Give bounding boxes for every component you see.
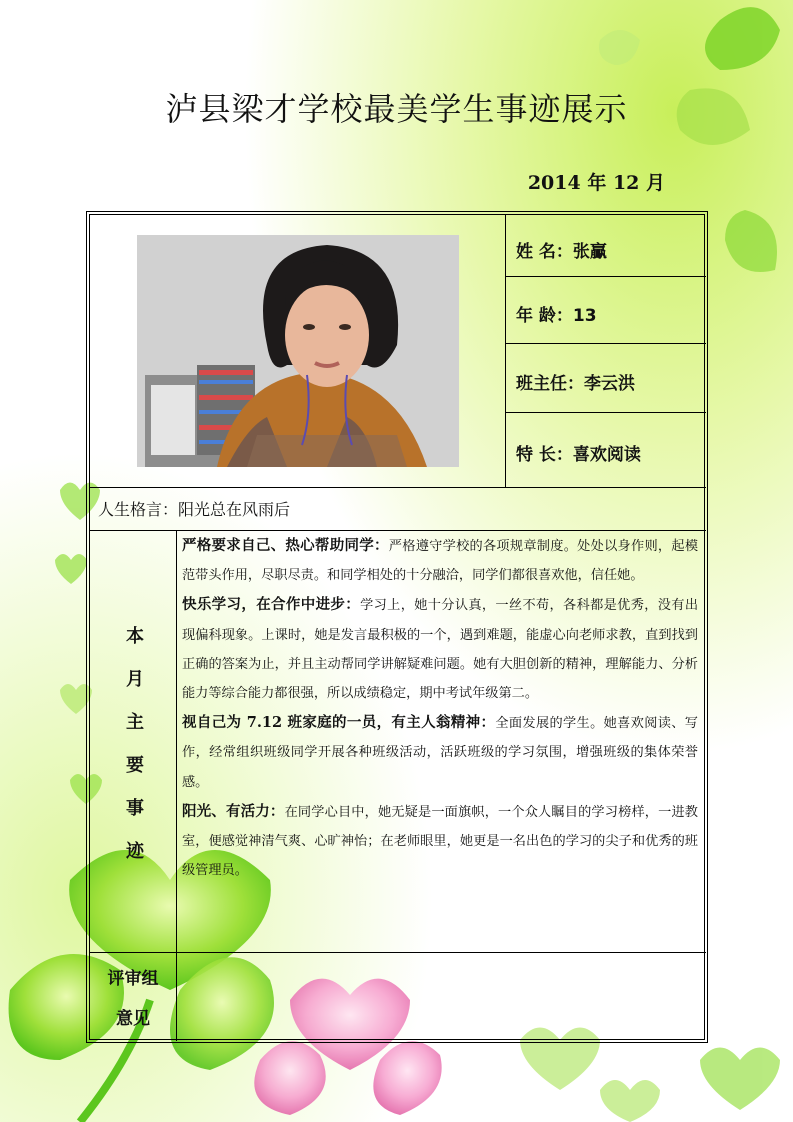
review-label-line: 评审组 <box>107 969 159 989</box>
review-label-line: 意见 <box>116 1009 150 1029</box>
section-label-char: 要 <box>126 755 144 776</box>
divider-review <box>90 952 706 953</box>
review-committee-label <box>94 959 172 1039</box>
info-specialty-value: 喜欢阅读 <box>572 445 641 465</box>
achievement-body: 在同学心目中，她无疑是一面旗帜，一个众人瞩目的学习榜样，一进教室，便感觉神清气爽、心旷神怡；在老师眼里，她更是一名出色的学习的尖子和优秀的班级管理员。 <box>182 804 698 879</box>
info-name-value: 张鸁 <box>572 242 607 262</box>
divider-label-column <box>176 530 177 1041</box>
achievement-body: 全面发展的学生。她喜欢阅读、写作，经常组织班级同学开展各种班级活动，活跃班级的学习氛围，增强班级的集体荣誉感。 <box>182 716 698 790</box>
info-name-label: 姓 名： <box>516 242 573 262</box>
achievement-paragraph <box>182 590 698 708</box>
info-teacher-value: 李云洪 <box>584 374 635 394</box>
info-teacher-label: 班主任： <box>516 374 584 394</box>
section-label-char: 本 <box>126 626 144 647</box>
divider-photo-info <box>505 215 506 487</box>
student-photo <box>137 235 459 467</box>
achievement-heading: 视自己为 7.12 班家庭的一员，有主人翁精神： <box>182 714 496 732</box>
date-label: 2014 年 12 月 <box>527 172 665 194</box>
info-specialty-label: 特 长： <box>516 445 573 465</box>
info-teacher-row <box>516 369 635 394</box>
section-label-vertical <box>123 615 147 873</box>
profile-card <box>86 211 708 1043</box>
achievement-heading: 阳光、有活力： <box>182 802 285 820</box>
info-age-row <box>516 301 597 326</box>
info-age-value: 13 <box>572 306 597 326</box>
life-motto: 人生格言：阳光总在风雨后 <box>98 500 291 519</box>
student-photo-illustration <box>137 235 459 467</box>
divider-info-3 <box>505 412 706 413</box>
section-label-char: 主 <box>126 712 144 733</box>
achievement-heading: 严格要求自己、热心帮助同学： <box>182 537 389 554</box>
achievement-paragraph <box>182 531 698 590</box>
achievement-paragraph <box>182 708 698 797</box>
page-title: 泸县梁才学校最美学生事迹展示 <box>165 90 628 128</box>
achievements-text <box>182 531 698 885</box>
section-label-char: 月 <box>126 669 144 690</box>
divider-info-2 <box>505 343 706 344</box>
divider-info-1 <box>505 276 706 277</box>
divider-top-section <box>90 487 706 488</box>
achievement-heading: 快乐学习，在合作中进步： <box>182 596 361 614</box>
card-inner-border <box>89 214 705 1040</box>
achievement-paragraph <box>182 797 698 886</box>
info-age-label: 年 龄： <box>516 306 573 326</box>
achievement-body: 学习上，她十分认真，一丝不苟，各科都是优秀，没有出现偏科现象。上课时，她是发言最积极的一个，遇到难题，能虚心向老师求教，直到找到正确的答案为止，并且主动帮同学讲解疑难问题。她有大胆创新的精神，理解能力、分析能力等综合能力都很强，所以成绩稳定，期中考试年级第二。 <box>182 598 699 702</box>
section-label-char: 事 <box>126 798 144 819</box>
info-name-row <box>516 237 607 262</box>
achievement-body: 严格遵守学校的各项规章制度。处处以身作则，起模范带头作用，尽职尽责。和同学相处的十分融洽，同学们都很喜欢他，信任她。 <box>182 539 699 584</box>
section-label-char: 迹 <box>126 841 144 862</box>
info-specialty-row <box>516 440 641 465</box>
